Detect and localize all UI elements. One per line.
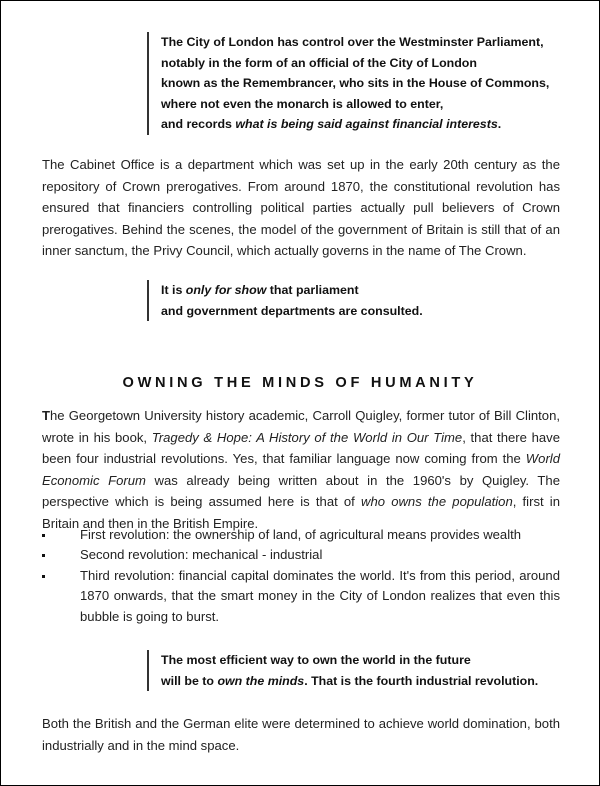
bullet-icon — [42, 554, 45, 557]
quote-line — [161, 671, 538, 692]
paragraph-text: , first in Britain and then in the British Empire. — [42, 494, 560, 531]
quote-text: . That is the fourth industrial revolution. — [304, 673, 539, 688]
list-item-text: First revolution: the ownership of land, of agricultural means provides wealth — [80, 527, 522, 542]
paragraph-text: , that there have been four industrial revolutions. Yes, that familiar language now coming from the — [42, 429, 560, 466]
quote-line: known as the Remembrancer, who sits in the House of Commons, — [161, 76, 550, 90]
quote-text: It is — [161, 283, 186, 297]
paragraph-text: was already being written about in the 1960's by Quigley. The perspective which is being assumed here is that of — [42, 472, 560, 509]
paragraph-emphasis: who owns the population — [361, 494, 513, 509]
quote-line: notably in the form of an official of the City of London — [161, 55, 477, 70]
revolutions-list — [42, 525, 560, 627]
quote-line: and government departments are consulted. — [161, 303, 423, 318]
quote-line — [161, 114, 549, 135]
quote-line — [161, 280, 423, 301]
paragraph-cabinet-office: The Cabinet Office is a department which was set up in the early 20th century as the repository of Crown prerogatives. From around 1870, the constitutional revolution has ensured that financiers controlling political parties actually pull believers of Crown prerogatives. Behind the scenes, the model of the government of Britain is still that of an inner sanctum, the Privy Council, which actually governs in the name of The Crown. — [42, 157, 560, 258]
pull-quote-own-the-minds — [147, 650, 538, 691]
quote-line: The City of London has control over the Westminster Parliament, — [161, 35, 544, 49]
quote-emphasis: own the minds — [217, 673, 305, 688]
section-heading: OWNING THE MINDS OF HUMANITY — [122, 375, 478, 391]
list-item — [42, 545, 560, 565]
quote-text: that parliament — [266, 283, 359, 297]
paragraph-text: he Georgetown University history academic, Carroll Quigley, former tutor of Bill Clinton, wrote in his book, — [42, 408, 560, 445]
quote-text: will be to — [161, 673, 218, 688]
pull-quote-only-for-show — [147, 280, 423, 321]
pull-quote-city-of-london — [147, 32, 549, 135]
quote-line: where not even the monarch is allowed to enter, — [161, 96, 444, 111]
list-item-text: Third revolution: financial capital dominates the world. It's from this period, around 1870 onwards, that the smart money in the City of London realizes that even this bubble is going to burst. — [80, 567, 560, 624]
quote-line: The most efficient way to own the world in the future — [161, 653, 471, 667]
quote-text: and records — [161, 117, 236, 131]
organization-name: World Economic Forum — [42, 451, 560, 488]
paragraph-elite-domination: Both the British and the German elite were determined to achieve world domination, both industrially and in the mind space. — [42, 716, 560, 753]
paragraph-quigley — [42, 405, 560, 534]
drop-cap: T — [42, 408, 50, 423]
bullet-icon — [42, 534, 45, 537]
book-title: Tragedy & Hope: A History of the World in Our Time — [151, 429, 463, 445]
quote-emphasis: what is being said against financial interests — [235, 117, 498, 131]
quote-text: . — [497, 117, 502, 131]
list-item-text: Second revolution: mechanical - industrial — [80, 547, 323, 563]
list-item — [42, 525, 560, 545]
bullet-icon — [42, 575, 45, 578]
list-item — [42, 566, 560, 627]
quote-emphasis: only for show — [185, 283, 267, 297]
